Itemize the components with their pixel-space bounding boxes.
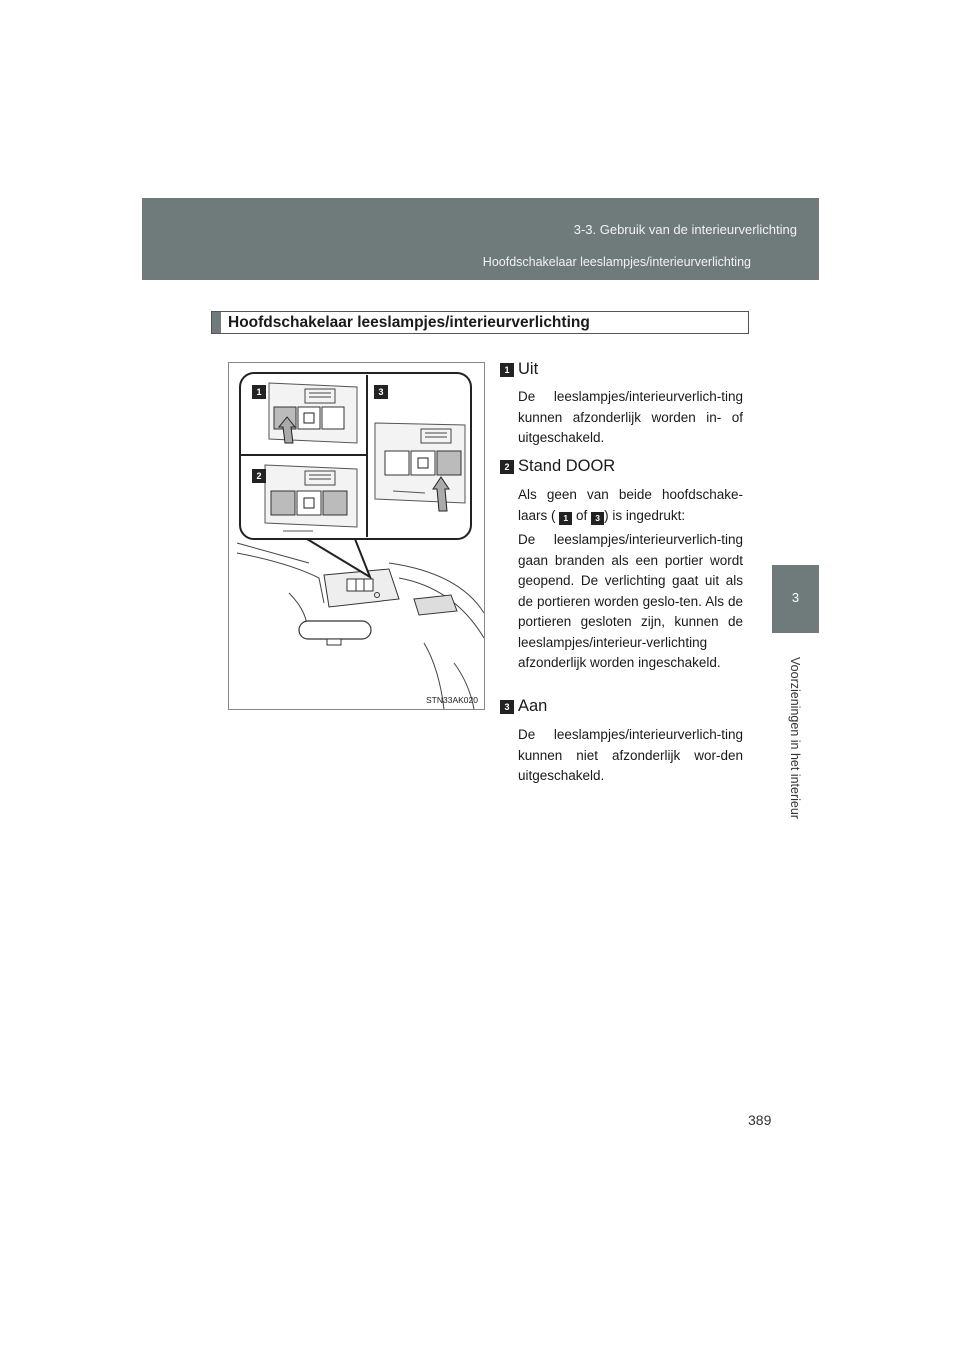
item-3-label: Aan <box>518 697 548 715</box>
item-2-badge: 2 <box>500 460 514 474</box>
item-1-badge: 1 <box>500 363 514 377</box>
subsection-title: Hoofdschakelaar leeslampjes/interieurverlichting <box>482 255 751 269</box>
item-3-heading <box>500 697 547 716</box>
chapter-title: 3-3. Gebruik van de interieurverlichting <box>573 222 797 237</box>
item-3-badge: 3 <box>500 700 514 714</box>
item-2-intro-mid: of <box>576 507 588 523</box>
item-2-heading <box>500 457 615 476</box>
chapter-tab-number: 3 <box>791 590 800 605</box>
item-2-label: Stand DOOR <box>518 457 616 475</box>
item-2-intro-before: Als geen van beide hoofdschake-laars ( <box>518 487 743 523</box>
item-2-intro-badge-b: 3 <box>591 512 604 525</box>
item-2-intro-badge-a: 1 <box>559 512 572 525</box>
item-2-intro-after: ) is ingedrukt: <box>604 507 686 523</box>
figure-code: STN33AK020 <box>426 695 478 705</box>
figure-badge-2: 2 <box>252 469 266 483</box>
item-1-heading <box>500 360 538 379</box>
chapter-side-label-text: Voorzieningen in het interieur <box>788 656 802 819</box>
chapter-side-label <box>775 640 815 835</box>
page-header <box>142 198 819 280</box>
page-number: 389 <box>748 1112 772 1128</box>
item-3-text: De leeslampjes/interieurverlich-ting kunnen niet afzonderlijk wor-den uitgeschakeld. <box>518 727 743 783</box>
switch-illustration-drawing <box>229 363 484 709</box>
section-heading <box>211 311 749 334</box>
item-1-label: Uit <box>518 360 539 378</box>
chapter-tab <box>772 565 819 633</box>
switch-illustration <box>228 362 485 710</box>
section-heading-bar <box>212 312 221 333</box>
figure-badge-3: 3 <box>374 385 388 399</box>
item-2-intro <box>518 485 743 526</box>
item-1-text: De leeslampjes/interieurverlich-ting kunnen afzonderlijk worden in- of uitgeschakeld. <box>518 389 743 445</box>
item-2-text: De leeslampjes/interieurverlich-ting gaan branden als een portier wordt geopend. De verlichting gaat uit als de portieren worden geslo-ten. Als de portieren gesloten zijn, kunnen de leeslampjes/interieur-verlichting afzonderlijk worden ingeschakeld. <box>518 532 743 670</box>
section-heading-title: Hoofdschakelaar leeslampjes/interieurverlichting <box>228 313 590 331</box>
figure-badge-1: 1 <box>252 385 266 399</box>
